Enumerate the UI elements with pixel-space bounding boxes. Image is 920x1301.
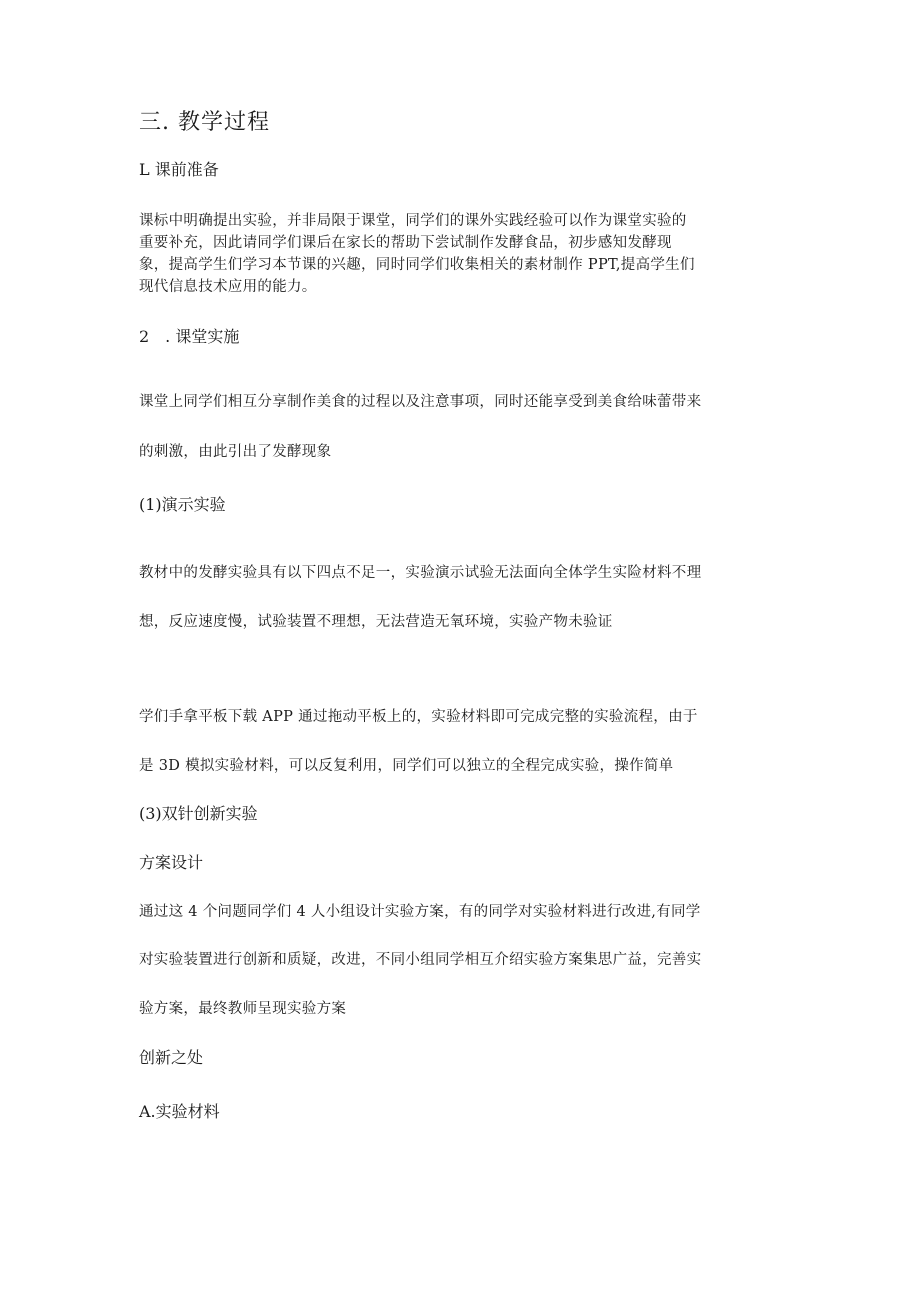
paragraph-line: 象，提高学生们学习本节课的兴趣，同时同学们收集相关的素材制作 PPT,提高学生们: [139, 257, 695, 273]
paragraph-line: 课堂上同学们相互分享制作美食的过程以及注意事项，同时还能享受到美食给味蕾带来: [139, 394, 702, 410]
paragraph-line: 是 3D 模拟实验材料，可以反复利用，同学们可以独立的全程完成实验，操作简单: [139, 758, 674, 774]
heading-pre-class: L 课前准备: [139, 160, 219, 179]
paragraph-line: 教材中的发酵实验具有以下四点不足一，实验演示试验无法面向全体学生实险材料不理: [139, 565, 702, 581]
paragraph-line: 现代信息技术应用的能力。: [139, 279, 317, 295]
heading-demo-experiment: (1)演示实验: [139, 495, 226, 514]
paragraph-line: 学们手拿平板下载 APP 通过拖动平板上的，实验材料即可完成完整的实验流程，由于: [139, 709, 698, 725]
heading-double-needle-experiment: (3)双针创新实验: [139, 804, 258, 823]
paragraph-line: 想，反应速度慢，试验装置不理想，无法营造无氧环境，实验产物未验证: [139, 614, 613, 630]
heading-plan-design: 方案设计: [139, 853, 204, 872]
paragraph-line: 重要补充，因此请同学们课后在家长的帮助下尝试制作发酵食品，初步感知发酵现: [139, 235, 672, 251]
paragraph-line: 的刺激，由此引出了发酵现象: [139, 444, 332, 460]
heading-in-class: 2 . 课堂实施: [139, 327, 240, 346]
list-item-a: A.实验材料: [139, 1102, 220, 1121]
paragraph-line: 验方案，最终教师呈现实验方案: [139, 1001, 347, 1017]
section-title: 三. 教学过程: [139, 110, 270, 135]
paragraph-line: 对实验装置进行创新和质疑，改进，不同小组同学相互介绍实验方案集思广益，完善实: [139, 952, 702, 968]
paragraph-line: 课标中明确提出实验，并非局限于课堂，同学们的课外实践经验可以作为课堂实验的: [139, 213, 687, 229]
heading-innovation: 创新之处: [139, 1048, 204, 1067]
paragraph-line: 通过这 4 个问题同学们 4 人小组设计实验方案，有的同学对实验材料进行改进,有同学: [139, 904, 701, 920]
